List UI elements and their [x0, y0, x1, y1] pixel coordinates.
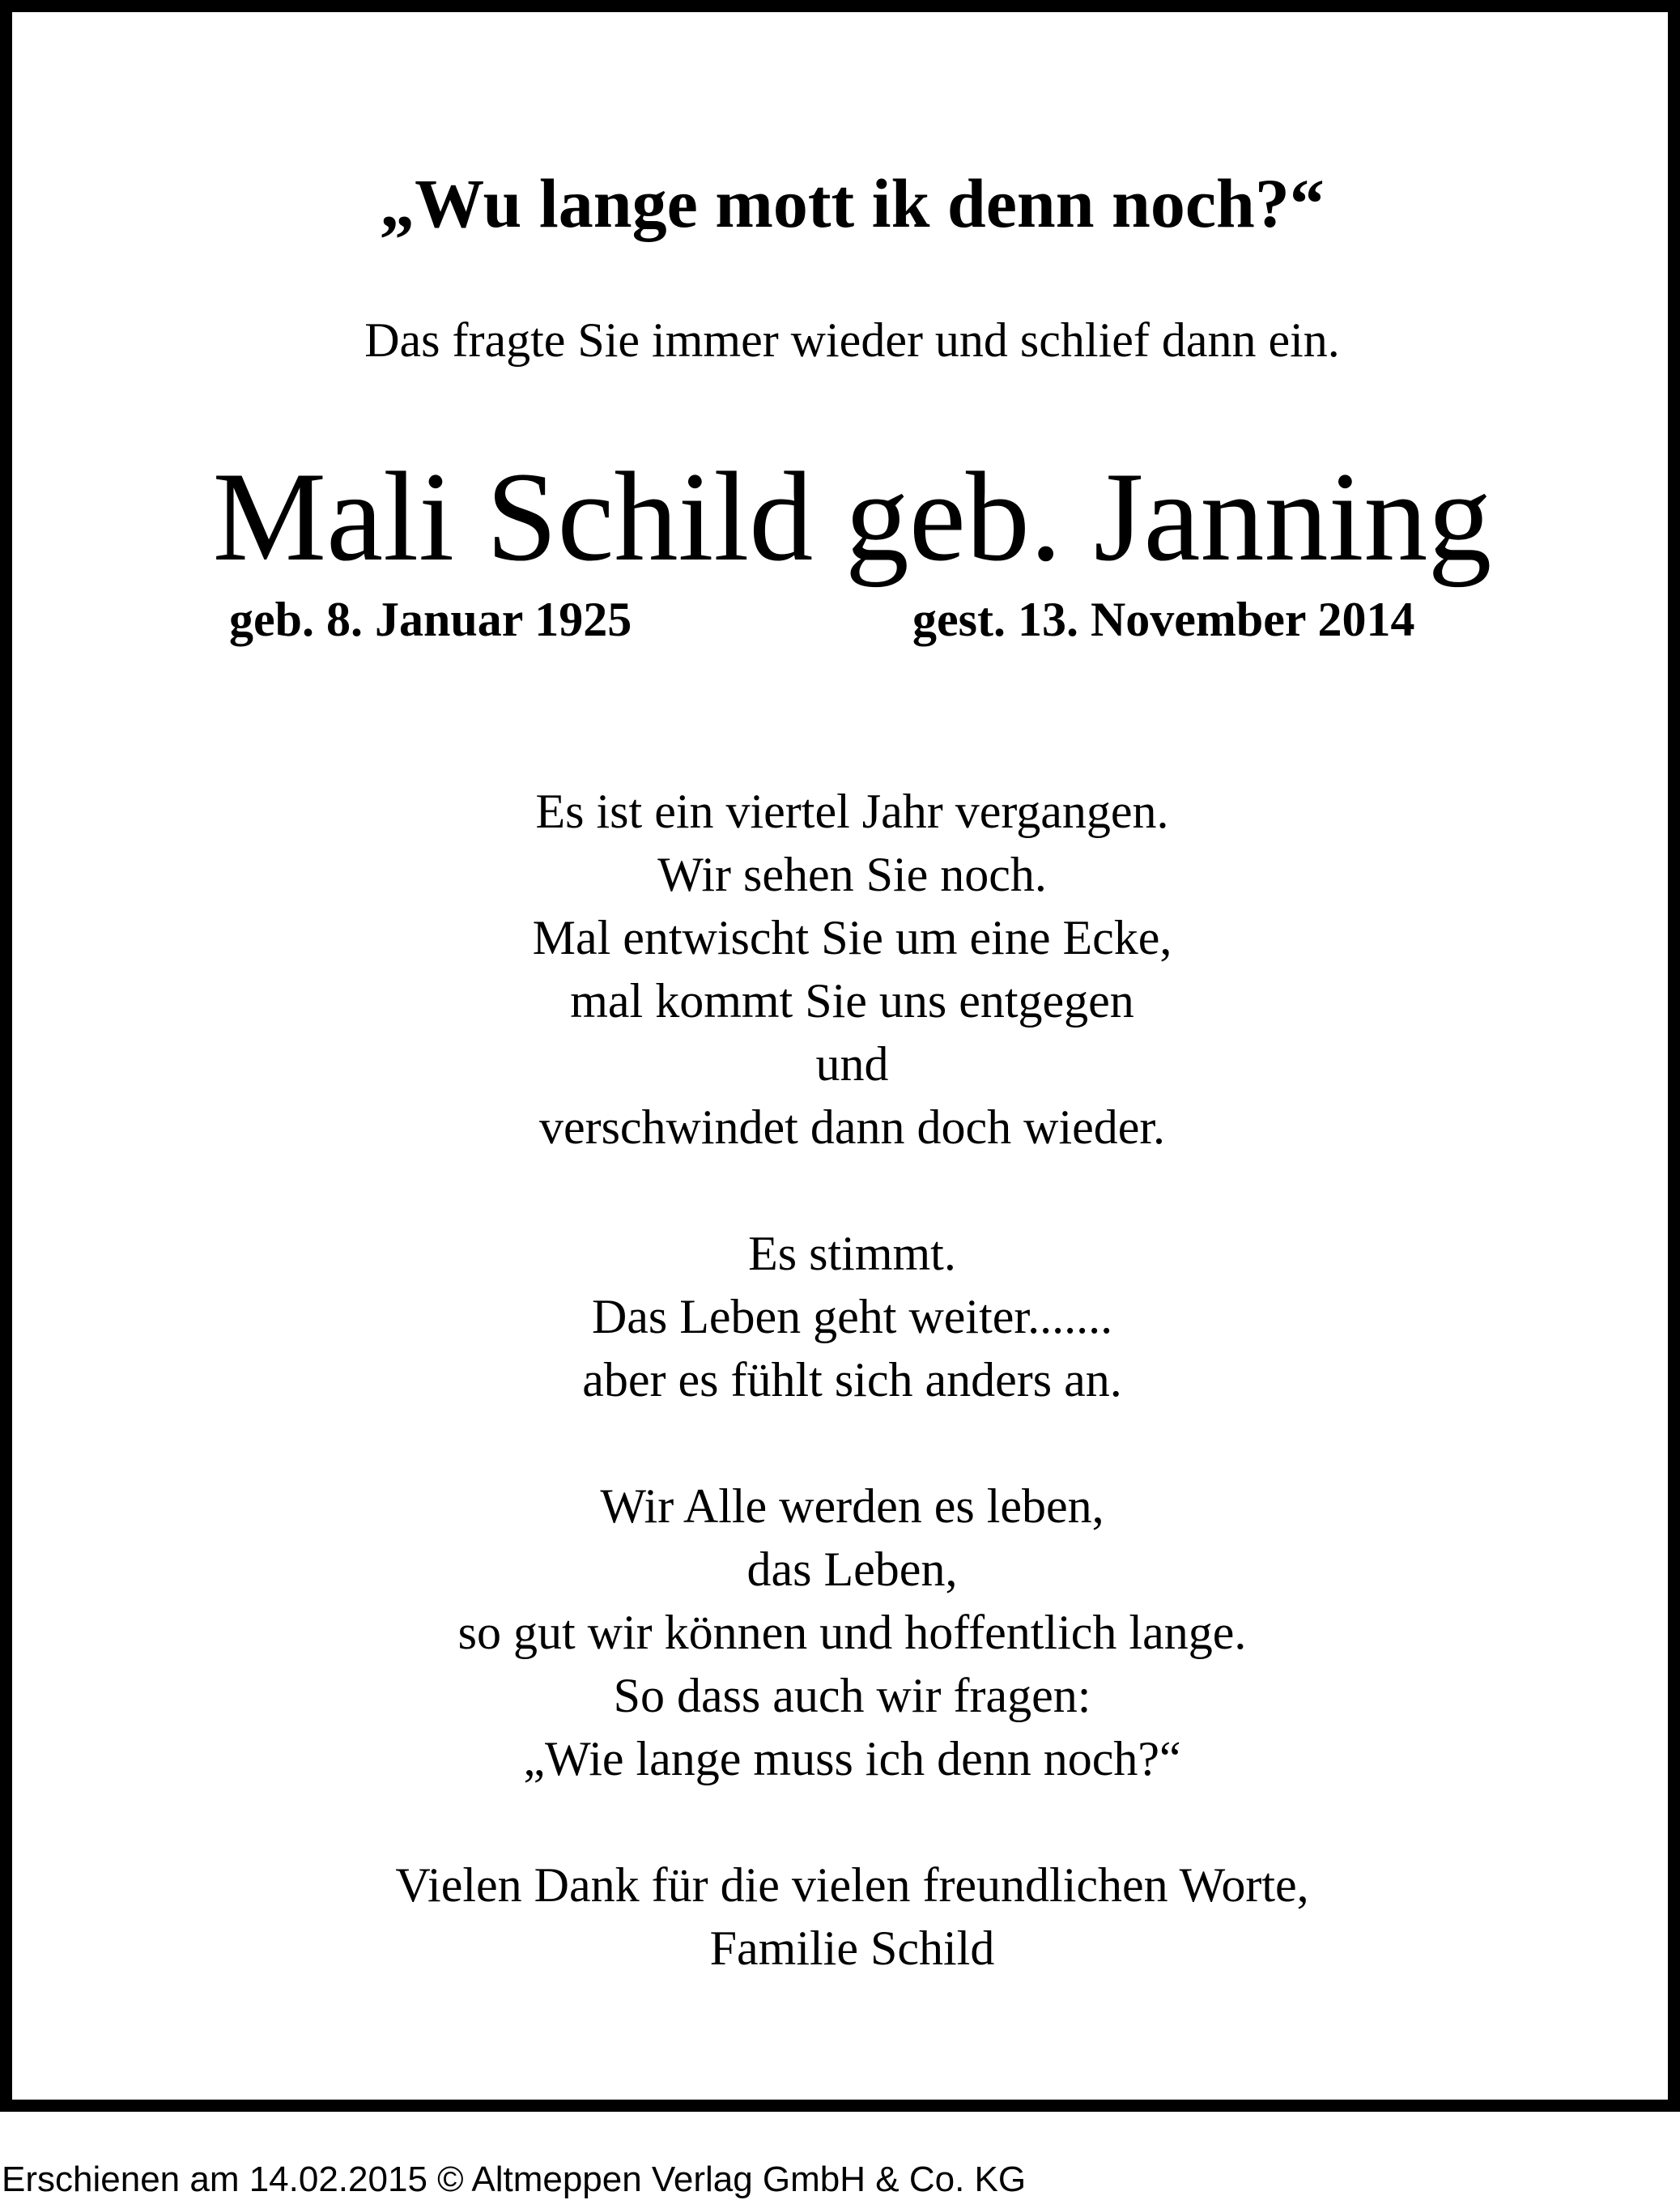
- poem-verse-2: [12, 1222, 1680, 1411]
- publication-footer: Erschienen am 14.02.2015 © Altmeppen Verlag GmbH & Co. KG: [2, 2160, 1027, 2199]
- subtitle: Das fragte Sie immer wieder und schlief dann ein.: [364, 313, 1340, 367]
- birth-date: geb. 8. Januar 1925: [229, 593, 632, 646]
- poem-verse-3: [12, 1474, 1680, 1790]
- poem-verse-1: [12, 780, 1680, 1159]
- deceased-name: Mali Schild geb. Janning: [212, 446, 1492, 588]
- poem-line: So dass auch wir fragen:: [613, 1669, 1091, 1722]
- poem-line: und: [815, 1037, 889, 1091]
- poem-line: Wir sehen Sie noch.: [657, 848, 1047, 901]
- poem-line: aber es fühlt sich anders an.: [582, 1353, 1122, 1406]
- poem-line: Es ist ein viertel Jahr vergangen.: [535, 785, 1169, 838]
- poem: [12, 780, 1680, 2043]
- poem-line: so gut wir können und hoffentlich lange.: [457, 1606, 1247, 1659]
- family-signature: Familie Schild: [709, 1921, 995, 1975]
- poem-line: das Leben,: [746, 1543, 958, 1596]
- closing-thanks: [12, 1853, 1680, 1980]
- poem-line: „Wie lange muss ich denn noch?“: [523, 1732, 1181, 1785]
- quote-title: „Wu lange mott ik denn noch?“: [380, 164, 1325, 242]
- poem-line: Das Leben geht weiter.......: [591, 1290, 1113, 1343]
- death-date: gest. 13. November 2014: [912, 593, 1415, 646]
- poem-line: Wir Alle werden es leben,: [600, 1479, 1104, 1533]
- poem-line: Es stimmt.: [748, 1227, 956, 1280]
- poem-line: verschwindet dann doch wieder.: [538, 1100, 1166, 1154]
- poem-line: mal kommt Sie uns entgegen: [570, 974, 1134, 1028]
- thanks-line: Vielen Dank für die vielen freundlichen Worte,: [395, 1858, 1309, 1912]
- poem-line: Mal entwischt Sie um eine Ecke,: [532, 911, 1172, 964]
